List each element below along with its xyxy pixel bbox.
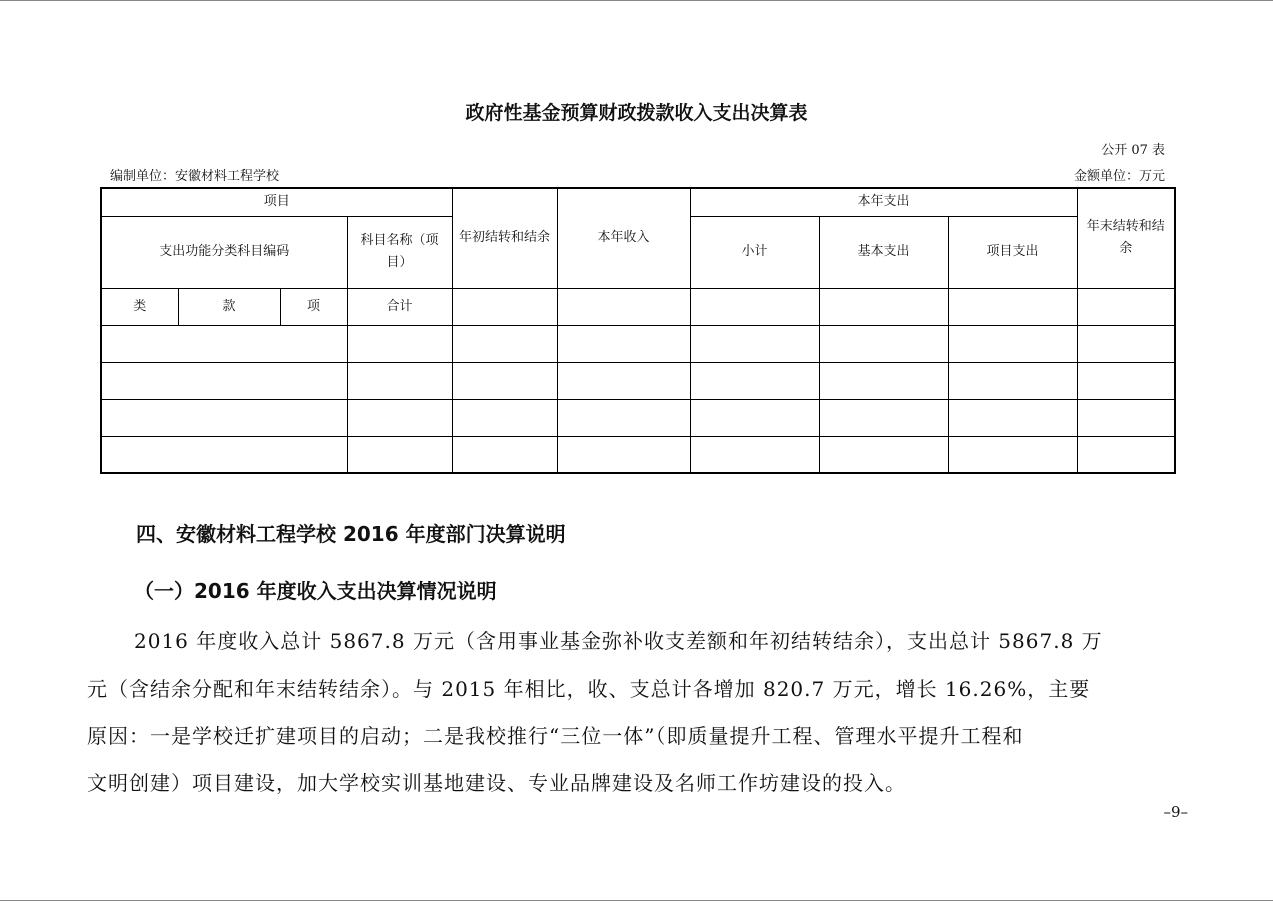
- table-cell: [819, 288, 948, 325]
- table-cell: [557, 362, 690, 399]
- paragraph-line-3: 原因：一是学校迁扩建项目的启动；二是我校推行“三位一体”（即质量提升工程、管理水平提升工程和: [87, 724, 1024, 748]
- header-subject-name: 科目名称（项目）: [347, 216, 452, 288]
- page-bottom-border: [0, 900, 1273, 901]
- table-cell: [1077, 362, 1175, 399]
- paragraph-line-2: 元（含结余分配和年末结转结余）。与 2015 年相比，收、支总计各增加 820.7 万元，增长 16.26%，主要: [87, 677, 1091, 701]
- table-title: 政府性基金预算财政拨款收入支出决算表: [465, 102, 808, 124]
- header-income: 本年收入: [557, 188, 690, 288]
- table-cell: [948, 436, 1077, 473]
- table-cell: [1077, 288, 1175, 325]
- header-subtotal: 小计: [690, 216, 819, 288]
- budget-table: [100, 187, 1176, 474]
- header-code: 支出功能分类科目编码: [101, 216, 347, 288]
- header-opening-balance: 年初结转和结余: [452, 188, 557, 288]
- paragraph-line-4: 文明创建）项目建设，加大学校实训基地建设、专业品牌建设及名师工作坊建设的投入。: [87, 771, 906, 795]
- table-cell: [819, 399, 948, 436]
- form-code: 公开 07 表: [1101, 143, 1165, 158]
- table-cell: [101, 362, 347, 399]
- header-project: 项目: [101, 188, 452, 216]
- header-total: 合计: [347, 288, 452, 325]
- table-cell: [690, 325, 819, 362]
- table-cell: [347, 399, 452, 436]
- header-section: 款: [178, 288, 280, 325]
- table-cell: [557, 399, 690, 436]
- header-class: 类: [101, 288, 178, 325]
- table-cell: [690, 288, 819, 325]
- table-cell: [101, 399, 347, 436]
- header-item: 项: [280, 288, 347, 325]
- page-top-border: [0, 0, 1273, 1]
- table-cell: [452, 399, 557, 436]
- table-cell: [347, 325, 452, 362]
- table-cell: [948, 288, 1077, 325]
- table-cell: [452, 325, 557, 362]
- currency-unit: 金额单位：万元: [1073, 169, 1165, 184]
- table-row: [101, 325, 1175, 362]
- table-cell: [452, 288, 557, 325]
- paragraph-line-1: 2016 年度收入总计 5867.8 万元（含用事业基金弥补收支差额和年初结转结余），支出总计 5867.8 万: [134, 629, 1103, 653]
- table-cell: [819, 436, 948, 473]
- table-cell: [557, 288, 690, 325]
- table-cell: [819, 325, 948, 362]
- header-project-expenditure: 项目支出: [948, 216, 1077, 288]
- table-cell: [347, 436, 452, 473]
- section-heading: 四、安徽材料工程学校 2016 年度部门决算说明: [136, 522, 566, 546]
- section-subheading: （一）2016 年度收入支出决算情况说明: [134, 579, 497, 603]
- table-cell: [1077, 436, 1175, 473]
- table-cell: [347, 362, 452, 399]
- table-cell: [948, 325, 1077, 362]
- header-closing-balance: 年末结转和结余: [1077, 188, 1175, 288]
- table-cell: [557, 436, 690, 473]
- table-cell: [819, 362, 948, 399]
- header-expenditure: 本年支出: [690, 188, 1077, 216]
- table-cell: [557, 325, 690, 362]
- table-cell: [101, 325, 347, 362]
- page-number: –9–: [1163, 803, 1188, 821]
- table-row: [101, 399, 1175, 436]
- table-cell: [690, 399, 819, 436]
- table-cell: [452, 436, 557, 473]
- table-cell: [1077, 399, 1175, 436]
- table-cell: [1077, 325, 1175, 362]
- header-basic-expenditure: 基本支出: [819, 216, 948, 288]
- table-cell: [690, 362, 819, 399]
- table-cell: [690, 436, 819, 473]
- table-row: [101, 436, 1175, 473]
- table-row: [101, 362, 1175, 399]
- table-cell: [948, 362, 1077, 399]
- reporting-unit: 编制单位：安徽材料工程学校: [110, 169, 280, 184]
- table-cell: [101, 436, 347, 473]
- table-cell: [948, 399, 1077, 436]
- table-cell: [452, 362, 557, 399]
